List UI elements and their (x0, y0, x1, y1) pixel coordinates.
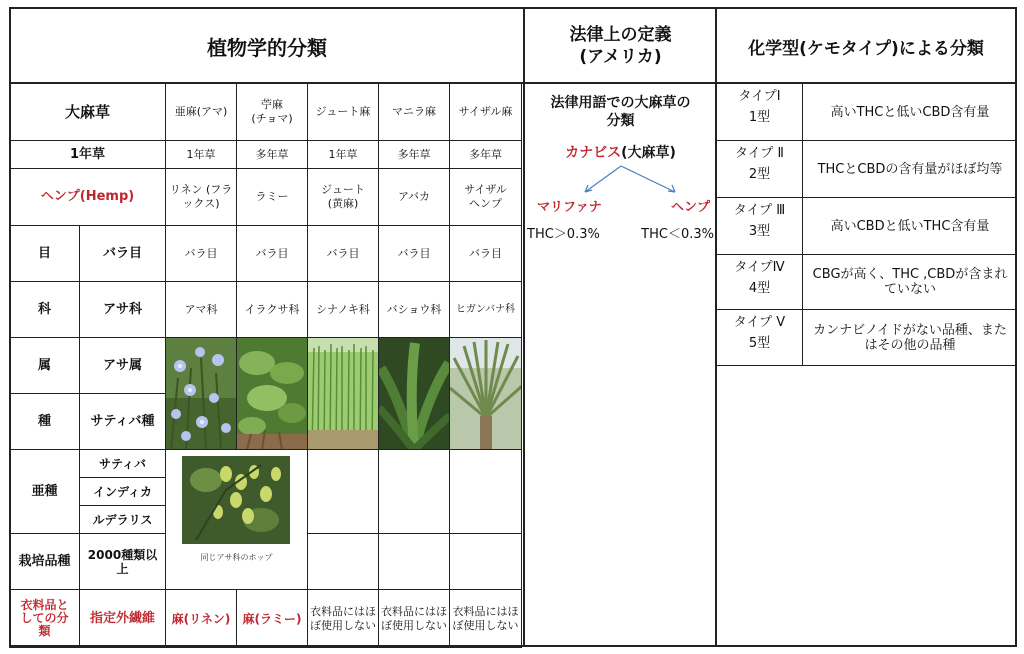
legal-header-line2: (アメリカ) (579, 47, 662, 67)
subspecies-sativa: サティバ (80, 450, 166, 478)
cell: バラ目 (308, 226, 379, 282)
legal-title (525, 94, 716, 130)
cell: バラ目 (237, 226, 308, 282)
chemotype-desc: カンナビノイドがない品種、またはその他の品種 (813, 322, 1007, 353)
genus-label: 属 (10, 338, 80, 394)
cell: サイザル麻 (450, 84, 522, 141)
table-row (10, 141, 522, 169)
chemotype-type-label: タイプ Ⅴ (733, 315, 786, 330)
chemotype-num: 1型 (748, 110, 771, 125)
species-label: 種 (10, 394, 80, 450)
cell: イラクサ科 (237, 282, 308, 338)
cell: アバカ (379, 169, 450, 226)
cell (308, 169, 379, 226)
chemotype-row (717, 198, 1017, 255)
cell: ラミー (237, 169, 308, 226)
cell: マニラ麻 (379, 84, 450, 141)
cell: リネン (フラックス) (166, 169, 237, 226)
cultivars-label: 栽培品種 (10, 534, 80, 590)
cell: バラ目 (450, 226, 522, 282)
empty-cell (450, 534, 522, 590)
legal-root-suffix: (大麻草) (621, 145, 676, 161)
table-row (10, 590, 522, 648)
legal-title-line1: 法律用語での大麻草の (550, 95, 691, 111)
legal-branches (525, 196, 716, 215)
annual-label: 1年草 (10, 141, 166, 169)
legal-title-line2: 分類 (606, 113, 635, 129)
subspecies-label: 亜種 (10, 450, 80, 534)
cell: ヒガンバナ科 (450, 282, 522, 338)
cell-line: (黄麻) (327, 197, 359, 210)
table-row (10, 450, 522, 478)
family-name: アサ科 (80, 282, 166, 338)
hop-photo (166, 450, 307, 589)
table-row (10, 226, 522, 282)
chemotype-row (717, 310, 1017, 366)
empty-cell (379, 534, 450, 590)
cell: 多年草 (379, 141, 450, 169)
legal-header-line1: 法律上の定義 (569, 25, 672, 45)
cell-line: ヘンプ (469, 197, 502, 210)
empty-cell (450, 450, 522, 534)
clothing-label (10, 590, 80, 648)
chemotype-num: 2型 (748, 167, 771, 182)
chemotype-desc: CBGが高く、THC ,CBDが含まれていない (812, 267, 1008, 297)
chemotype-type (717, 141, 803, 197)
cell: 亜麻(アマ) (166, 84, 237, 141)
chemotype-type-label: タイプ Ⅲ (733, 203, 786, 218)
chemotype-type (717, 198, 803, 254)
cell-line: サイザル (464, 183, 507, 196)
chemotype-desc: 高いCBDと低いTHC含有量 (830, 218, 990, 234)
clothing-linen: 麻(リネン) (166, 590, 237, 648)
subspecies-ruderalis: ルデラリス (80, 506, 166, 534)
cell: ジュート麻 (308, 84, 379, 141)
chemotype-desc: THCとCBDの含有量がほぼ均等 (817, 161, 1003, 177)
flax-photo (166, 338, 236, 449)
chemotype-num: 3型 (748, 224, 771, 239)
photo-abaca (379, 338, 450, 450)
cell: バショウ科 (379, 282, 450, 338)
photo-flax (166, 338, 237, 450)
chemotype-type (717, 84, 803, 140)
cell: バラ目 (379, 226, 450, 282)
cell-line: (チョマ) (251, 112, 293, 125)
photo-jute (308, 338, 379, 450)
chemotype-row (717, 141, 1017, 198)
chemotype-header: 化学型(ケモタイプ)による分類 (748, 38, 984, 59)
clothing-label-line: しての分 (20, 611, 69, 625)
cell-line: ジュート (321, 183, 365, 196)
photo-hop (166, 450, 308, 590)
legal-rules (525, 223, 716, 242)
chemotype-desc: 高いTHCと低いCBD含有量 (830, 104, 990, 120)
cell: バラ目 (166, 226, 237, 282)
legal-left-branch: マリファナ (537, 200, 602, 215)
cell: 多年草 (450, 141, 522, 169)
clothing-label-line: 類 (38, 624, 51, 638)
genus-name: アサ属 (80, 338, 166, 394)
chemotype-type-label: タイプ Ⅱ (735, 146, 784, 161)
table-row (10, 169, 522, 226)
order-name: バラ目 (80, 226, 166, 282)
cell (450, 169, 522, 226)
jute-photo (308, 338, 378, 449)
clothing-sisal: 衣料品にはほぼ使用しない (450, 590, 522, 648)
hemp-label: ヘンプ(Hemp) (10, 169, 166, 226)
table-row (10, 338, 522, 394)
abaca-photo (379, 338, 449, 449)
empty-cell (379, 450, 450, 534)
clothing-name: 指定外繊維 (80, 590, 166, 648)
legal-branch-arrows (525, 162, 716, 196)
family-label: 科 (10, 282, 80, 338)
ramie-photo (237, 338, 307, 449)
chemotype-num: 5型 (748, 336, 771, 351)
legal-right-branch: ヘンプ (670, 200, 710, 215)
subspecies-indica: インディカ (80, 478, 166, 506)
clothing-label-line: 衣料品と (20, 598, 69, 612)
chemotype-row (717, 255, 1017, 310)
chemotype-type (717, 255, 803, 309)
cell: 1年草 (308, 141, 379, 169)
chemotype-type (717, 310, 803, 365)
cell: シナノキ科 (308, 282, 379, 338)
plant-label: 大麻草 (10, 84, 166, 141)
clothing-ramie: 麻(ラミー) (237, 590, 308, 648)
chemotype-type-label: タイプⅠ (738, 89, 781, 104)
chemotype-row (717, 84, 1017, 141)
legal-header (525, 9, 716, 83)
legal-root-name: カナビス (565, 145, 622, 161)
clothing-abaca: 衣料品にはほぼ使用しない (379, 590, 450, 648)
cell: 多年草 (237, 141, 308, 169)
sisal-photo (450, 338, 521, 449)
chemotype-type-label: タイプⅣ (734, 260, 785, 275)
table-row (10, 84, 522, 141)
table-row (10, 282, 522, 338)
botanical-table (9, 83, 522, 648)
botanical-header: 植物学的分類 (207, 35, 327, 60)
cell: 1年草 (166, 141, 237, 169)
cultivars-value: 2000種類以上 (80, 534, 166, 590)
order-label: 目 (10, 226, 80, 282)
cell: アマ科 (166, 282, 237, 338)
empty-cell (308, 534, 379, 590)
legal-root (525, 142, 716, 162)
clothing-jute: 衣料品にはほぼ使用しない (308, 590, 379, 648)
legal-left-rule: THC＞0.3% (527, 227, 600, 242)
cell (237, 84, 308, 141)
photo-sisal (450, 338, 522, 450)
legal-section (525, 84, 716, 242)
legal-right-rule: THC＜0.3% (641, 227, 714, 242)
photo-ramie (237, 338, 308, 450)
chemotype-num: 4型 (748, 281, 771, 296)
empty-cell (308, 450, 379, 534)
species-name: サティバ種 (80, 394, 166, 450)
hop-caption: 同じアサ科のホップ (200, 553, 273, 562)
cell-line: 苧麻 (261, 98, 283, 111)
